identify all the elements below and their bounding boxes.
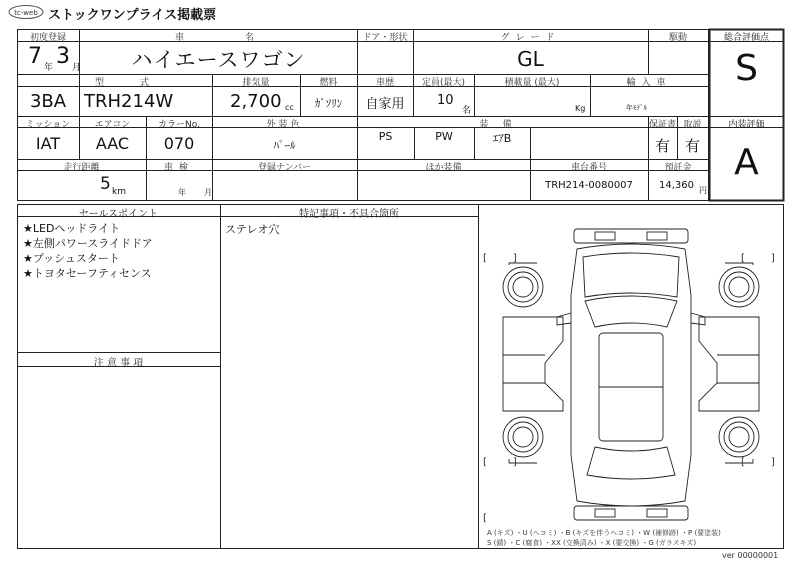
color-no-value: 070 — [163, 134, 195, 153]
mileage-label: 走行距離 — [63, 163, 100, 173]
first-reg-label: 初度登録 — [29, 33, 66, 43]
page-title: ストックワンプライス掲載票 — [48, 8, 217, 23]
color-no-label: カラーNo. — [158, 120, 200, 130]
overall-rating-value: S — [735, 48, 758, 89]
sales-point-item: ★左側パワースライドドア — [23, 237, 153, 250]
chassis-number-label: 車台番号 — [570, 163, 607, 173]
warranty-value: 有 — [654, 137, 670, 155]
deposit-value: 14,360 — [659, 180, 694, 191]
exterior-color-value: ﾊﾟｰﾙ — [273, 139, 296, 152]
fuel-value: ｶﾞｿﾘﾝ — [314, 97, 343, 110]
bracket-close-rl: ] — [513, 457, 517, 468]
fuel-label: 燃料 — [319, 78, 338, 88]
grade-label: グレード — [500, 33, 561, 43]
notes-title: 特記事項・不具合箇所 — [299, 209, 399, 220]
history-label: 車歴 — [375, 78, 394, 88]
sales-point-item: ★トヨタセーフティセンス — [23, 267, 152, 280]
other-equipment-label: ほか装備 — [425, 163, 462, 173]
damage-legend-line-1: A (キズ) ・U (ヘコミ) ・B (キズを伴うヘコミ) ・W (補修跡) ・P (要塗装) — [487, 529, 721, 537]
history-value: 自家用 — [365, 97, 405, 112]
model-prefix: 3BA — [29, 91, 67, 112]
mission-label: ミッション — [25, 120, 71, 130]
first-reg-year-unit: 年 — [44, 63, 54, 73]
inspection-year-unit: 年 — [178, 188, 186, 197]
inspection-label: 車検 — [163, 163, 194, 173]
equipment-airbag: ｴｱB — [492, 132, 512, 145]
sales-points-title: セールスポイント — [78, 209, 159, 220]
car-name-label-2: 名 — [245, 33, 255, 43]
bracket-open-rr: [ — [741, 457, 745, 468]
damage-legend-line-2: S (錆) ・C (腐食) ・XX (交換済み) ・X (要交換) ・G (ガラスキズ) — [487, 539, 697, 547]
displacement-label: 排気量 — [242, 78, 270, 88]
bracket-close-fr: ] — [771, 253, 775, 264]
mission-value: IAT — [35, 134, 61, 153]
first-reg-year: 7 — [28, 44, 42, 69]
model-label-2: 式 — [140, 78, 150, 88]
deposit-label: 預託金 — [664, 163, 692, 173]
version-label: ver 00000001 — [722, 551, 779, 560]
first-reg-month-unit: 月 — [72, 63, 82, 73]
capacity-unit: 名 — [462, 106, 472, 116]
model-label-1: 型 — [95, 78, 105, 88]
interior-rating-label: 内装評価 — [728, 120, 765, 130]
notes-text: ステレオ穴 — [225, 223, 280, 236]
chassis-number-value: TRH214-0080007 — [545, 180, 633, 191]
manual-value: 有 — [684, 137, 700, 155]
bracket-open-fl: [ — [483, 253, 487, 264]
sales-point-item: ★プッシュスタート — [23, 252, 120, 265]
model-code: TRH214W — [84, 91, 174, 112]
equipment-label: 装備 — [479, 120, 526, 130]
displacement-unit: cc — [285, 103, 294, 112]
interior-rating-value: A — [734, 142, 759, 183]
manual-label: 取説 — [683, 120, 702, 130]
bracket-close-rr: ] — [771, 457, 775, 468]
year-model-label: 年ﾓﾃﾞﾙ — [626, 104, 647, 112]
tcweb-logo — [8, 4, 44, 20]
load-unit: Kg — [575, 104, 586, 113]
car-name: ハイエースワゴン — [131, 48, 306, 72]
exterior-color-label: 外装色 — [266, 120, 303, 130]
bracket-open-rl: [ — [483, 457, 487, 468]
capacity-label: 定員(最大) — [421, 78, 466, 88]
sales-point-item: ★LEDヘッドライト — [23, 222, 121, 235]
load-label: 積載量 (最大) — [504, 78, 560, 88]
aircon-label: エアコン — [94, 120, 131, 130]
equipment-pw: PW — [435, 130, 453, 143]
capacity-value: 10 — [437, 93, 454, 108]
plate-number-label: 登録ナンバー — [258, 163, 311, 173]
drive-label: 駆動 — [668, 33, 687, 43]
sales-points-list — [23, 221, 153, 281]
door-shape-label: ドア・形状 — [362, 33, 408, 43]
deposit-unit: 円 — [699, 186, 707, 195]
mileage-value: 5 — [100, 174, 111, 194]
equipment-ps: PS — [378, 130, 393, 143]
aircon-value: AAC — [95, 134, 130, 153]
bracket-open-fr: [ — [741, 253, 745, 264]
import-label: 輸入車 — [626, 78, 672, 88]
caution-title: 注 意 事 項 — [93, 358, 144, 369]
bracket-open-bottom: [ — [483, 513, 487, 524]
warranty-label: 保証書 — [648, 120, 676, 130]
mileage-unit: km — [112, 187, 126, 197]
first-reg-month: 3 — [56, 44, 70, 69]
svg-text:tc-web: tc-web — [14, 9, 38, 17]
bracket-close-fl: ] — [513, 253, 517, 264]
vehicle-damage-diagram — [479, 205, 783, 548]
displacement-value: 2,700 — [230, 91, 282, 112]
overall-rating-label: 総合評価点 — [723, 33, 769, 43]
car-name-label-1: 車 — [175, 33, 185, 43]
inspection-month-unit: 月 — [204, 188, 212, 197]
grade-value: GL — [517, 47, 544, 71]
